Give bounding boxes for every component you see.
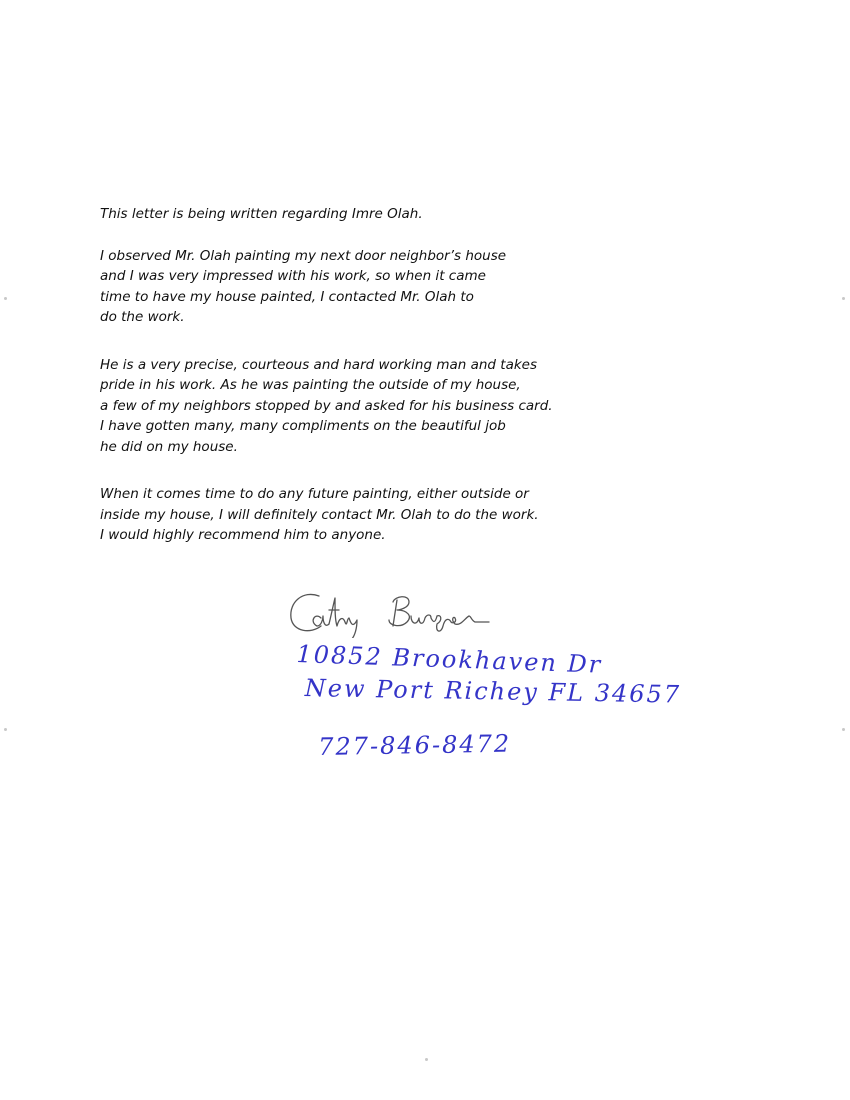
scan-speck <box>4 728 7 731</box>
text-line: he did on my house. <box>100 438 238 455</box>
text-line: I observed Mr. Olah painting my next door neighbor’s house <box>100 247 507 264</box>
text-line: do the work. <box>100 309 185 325</box>
scan-speck <box>842 297 845 300</box>
opening-line <box>100 204 620 225</box>
letter-body <box>100 204 620 546</box>
paragraph-3 <box>100 484 620 546</box>
text-line: When it comes time to do any future painting, either outside or <box>100 486 529 502</box>
paragraph-2 <box>100 355 620 458</box>
text-line: a few of my neighbors stopped by and asked for his business card. <box>100 397 553 414</box>
text-line: This letter is being written regarding Imre Olah. <box>100 206 423 222</box>
text-line: and I was very impressed with his work, so when it came <box>100 268 486 284</box>
handwritten-phone-number: 727-846-8472 <box>318 729 512 761</box>
text-line: I have gotten many, many compliments on the beautiful job <box>100 418 506 434</box>
text-line: time to have my house painted, I contacted Mr. Olah to <box>100 288 474 305</box>
text-line: He is a very precise, courteous and hard working man and takes <box>100 356 538 373</box>
text-line: pride in his work. As he was painting the outside of my house, <box>100 377 521 393</box>
handwritten-address-line-1: 10852 Brookhaven Dr <box>296 640 603 679</box>
handwritten-signature <box>285 588 525 638</box>
text-line: inside my house, I will definitely contact Mr. Olah to do the work. <box>100 506 539 523</box>
scan-speck <box>425 1058 428 1061</box>
handwritten-address-line-2: New Port Richey FL 34657 <box>304 674 682 709</box>
scan-speck <box>842 728 845 731</box>
text-line: I would highly recommend him to anyone. <box>100 527 386 543</box>
paragraph-1 <box>100 246 620 328</box>
scan-speck <box>4 297 7 300</box>
